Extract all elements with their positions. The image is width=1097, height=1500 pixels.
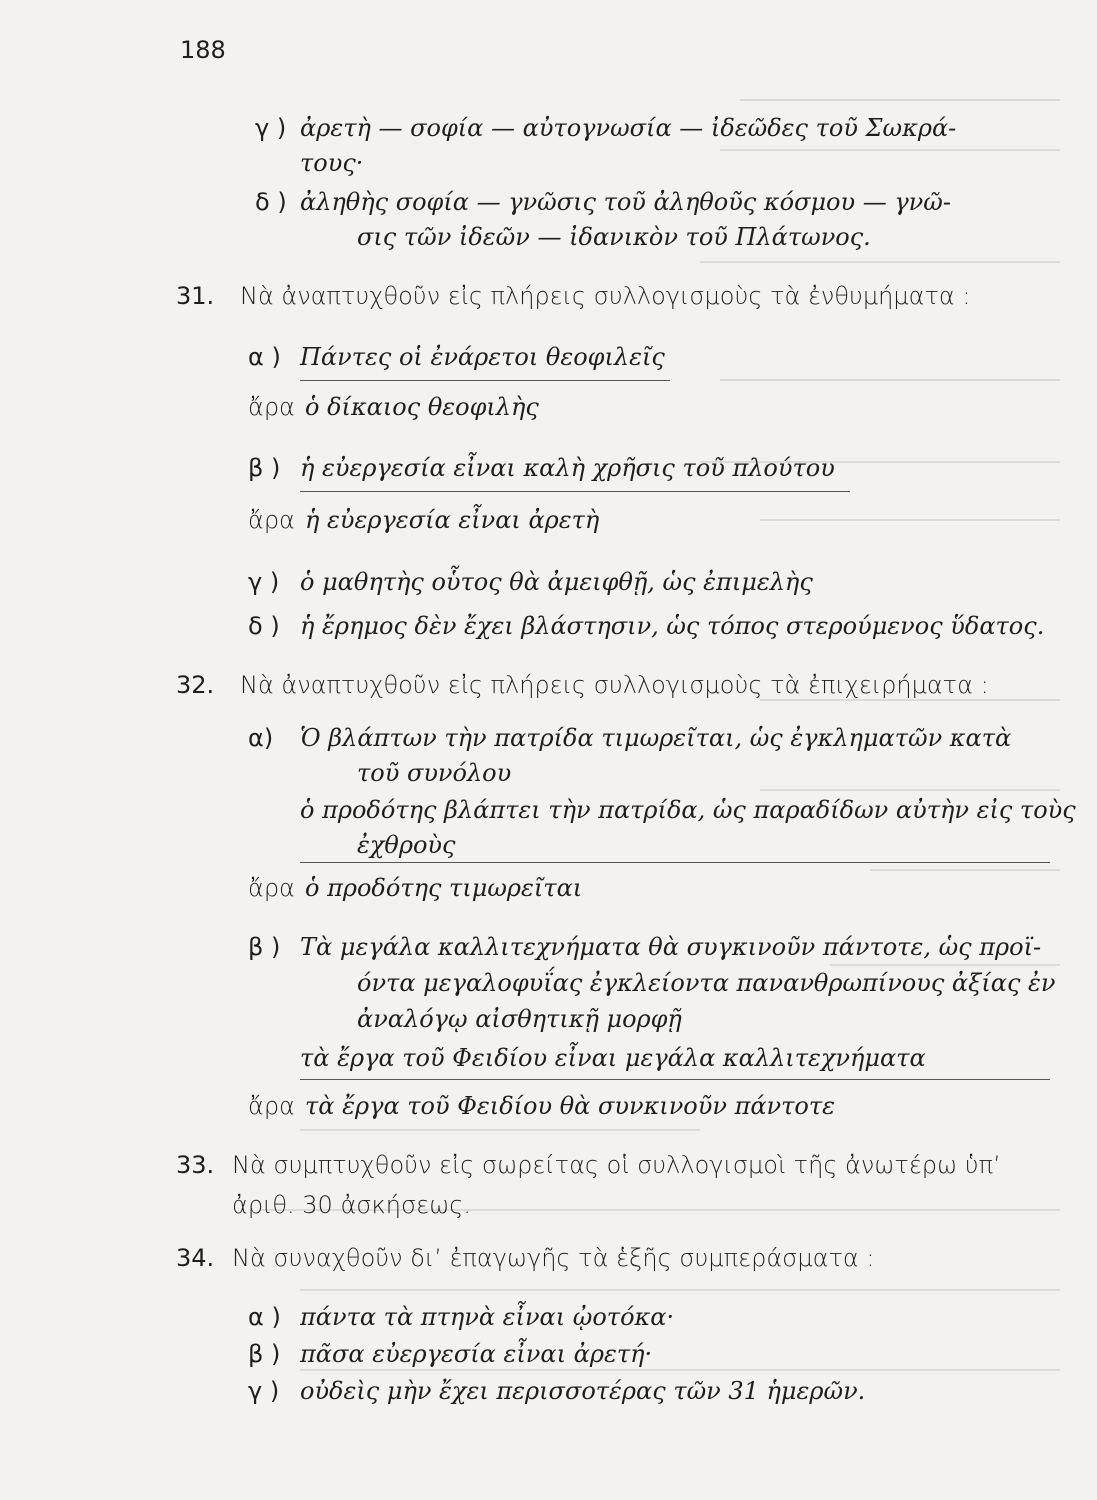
exercise-number: 34. <box>176 1244 215 1272</box>
item-label: α ) <box>248 343 281 371</box>
premise: ὁ προδότης βλάπτει τὴν πατρίδα, ὡς παραδίδων αὐτὴν εἰς τοὺς <box>300 796 1076 824</box>
conclusion-word: ἄρα <box>248 874 295 902</box>
intro-item-text: ἀρετὴ — σοφία — αὐτογνωσία — ἰδεῶδες τοῦ Σωκρά- <box>300 114 957 142</box>
item-label: β ) <box>248 1340 281 1368</box>
exercise-instruction: Νὰ ἀναπτυχθοῦν εἰς πλήρεις συλλογισμοὺς τὰ ἐπιχειρήματα : <box>240 671 989 699</box>
premise: ἡ εὐεργεσία εἶναι καλὴ χρῆσις τοῦ πλούτου <box>300 454 835 482</box>
induction-conclusion: οὐδεὶς μὴν ἔχει περισσοτέρας τῶν 31 ἡμερῶν. <box>300 1377 866 1405</box>
syllogism-rule <box>300 380 670 381</box>
conclusion: ὁ προδότης τιμωρεῖται <box>305 874 583 902</box>
exercise-instruction: Νὰ συμπτυχθοῦν εἰς σωρείτας οἱ συλλογισμοὶ τῆς ἀνωτέρω ὑπ’ <box>232 1151 1001 1179</box>
induction-conclusion: πάντα τὰ πτηνὰ εἶναι ᾠοτόκα· <box>300 1303 675 1331</box>
item-label: α ) <box>248 1303 281 1331</box>
conclusion-word: ἄρα <box>248 1092 295 1120</box>
conclusion: ἡ εὐεργεσία εἶναι ἀρετὴ <box>305 506 600 534</box>
conclusion: τὰ ἔργα τοῦ Φειδίου θὰ συνκινοῦν πάντοτε <box>305 1092 836 1120</box>
premise: τὰ ἔργα τοῦ Φειδίου εἶναι μεγάλα καλλιτεχνήματα <box>300 1044 926 1072</box>
premise: ἀναλόγῳ αἰσθητικῇ μορφῇ <box>357 1005 682 1033</box>
exercise-number: 31. <box>176 282 215 310</box>
conclusion: ὁ δίκαιος θεοφιλὴς <box>305 393 539 421</box>
intro-item-text: ἀληθὴς σοφία — γνῶσις τοῦ ἀληθοῦς κόσμου — γνῶ- <box>300 188 951 216</box>
enthymeme: ἡ ἔρημος δὲν ἔχει βλάστησιν, ὡς τόπος στερούμενος ὕδατος. <box>300 612 1045 640</box>
conclusion-word: ἄρα <box>248 506 295 534</box>
premise: όντα μεγαλοφυΐας ἐγκλείοντα πανανθρωπίνους ἀξίας ἐν <box>357 969 1056 997</box>
syllogism-rule <box>300 862 1050 863</box>
syllogism-rule <box>300 491 850 492</box>
intro-item-text: τους· <box>300 149 364 177</box>
exercise-number: 33. <box>176 1151 215 1179</box>
exercise-instruction: Νὰ ἀναπτυχθοῦν εἰς πλήρεις συλλογισμοὺς τὰ ἐνθυμήματα : <box>240 282 971 310</box>
item-label: γ ) <box>248 1377 280 1405</box>
intro-item-text: σις τῶν ἰδεῶν — ἰδανικὸν τοῦ Πλάτωνος. <box>357 223 871 251</box>
item-label: γ ) <box>248 568 280 596</box>
enthymeme: ὁ μαθητὴς οὗτος θὰ ἀμειφθῇ, ὡς ἐπιμελὴς <box>300 568 813 596</box>
conclusion-word: ἄρα <box>248 393 295 421</box>
premise: Πάντες οἱ ἐνάρετοι θεοφιλεῖς <box>300 343 665 371</box>
exercise-instruction: ἀριθ. 30 ἀσκήσεως. <box>232 1191 471 1219</box>
item-label: β ) <box>248 933 281 961</box>
exercise-instruction: Νὰ συναχθοῦν διʼ ἐπαγωγῆς τὰ ἑξῆς συμπεράσματα : <box>232 1244 875 1272</box>
syllogism-rule <box>300 1079 1050 1080</box>
page-number: 188 <box>180 36 226 64</box>
induction-conclusion: πᾶσα εὐεργεσία εἶναι ἀρετή· <box>300 1340 653 1368</box>
premise: Ὁ βλάπτων τὴν πατρίδα τιμωρεῖται, ὡς ἐγκληματῶν κατὰ <box>300 724 1012 752</box>
item-label: α) <box>248 724 274 752</box>
premise: ἐχθροὺς <box>357 831 456 859</box>
intro-item-label: γ ) <box>255 114 287 142</box>
premise: τοῦ συνόλου <box>357 759 512 787</box>
item-label: β ) <box>248 454 281 482</box>
item-label: δ ) <box>248 612 280 640</box>
intro-item-label: δ ) <box>255 188 287 216</box>
premise: Τὰ μεγάλα καλλιτεχνήματα θὰ συγκινοῦν πάντοτε, ὡς προϊ- <box>300 933 1042 961</box>
exercise-number: 32. <box>176 671 215 699</box>
